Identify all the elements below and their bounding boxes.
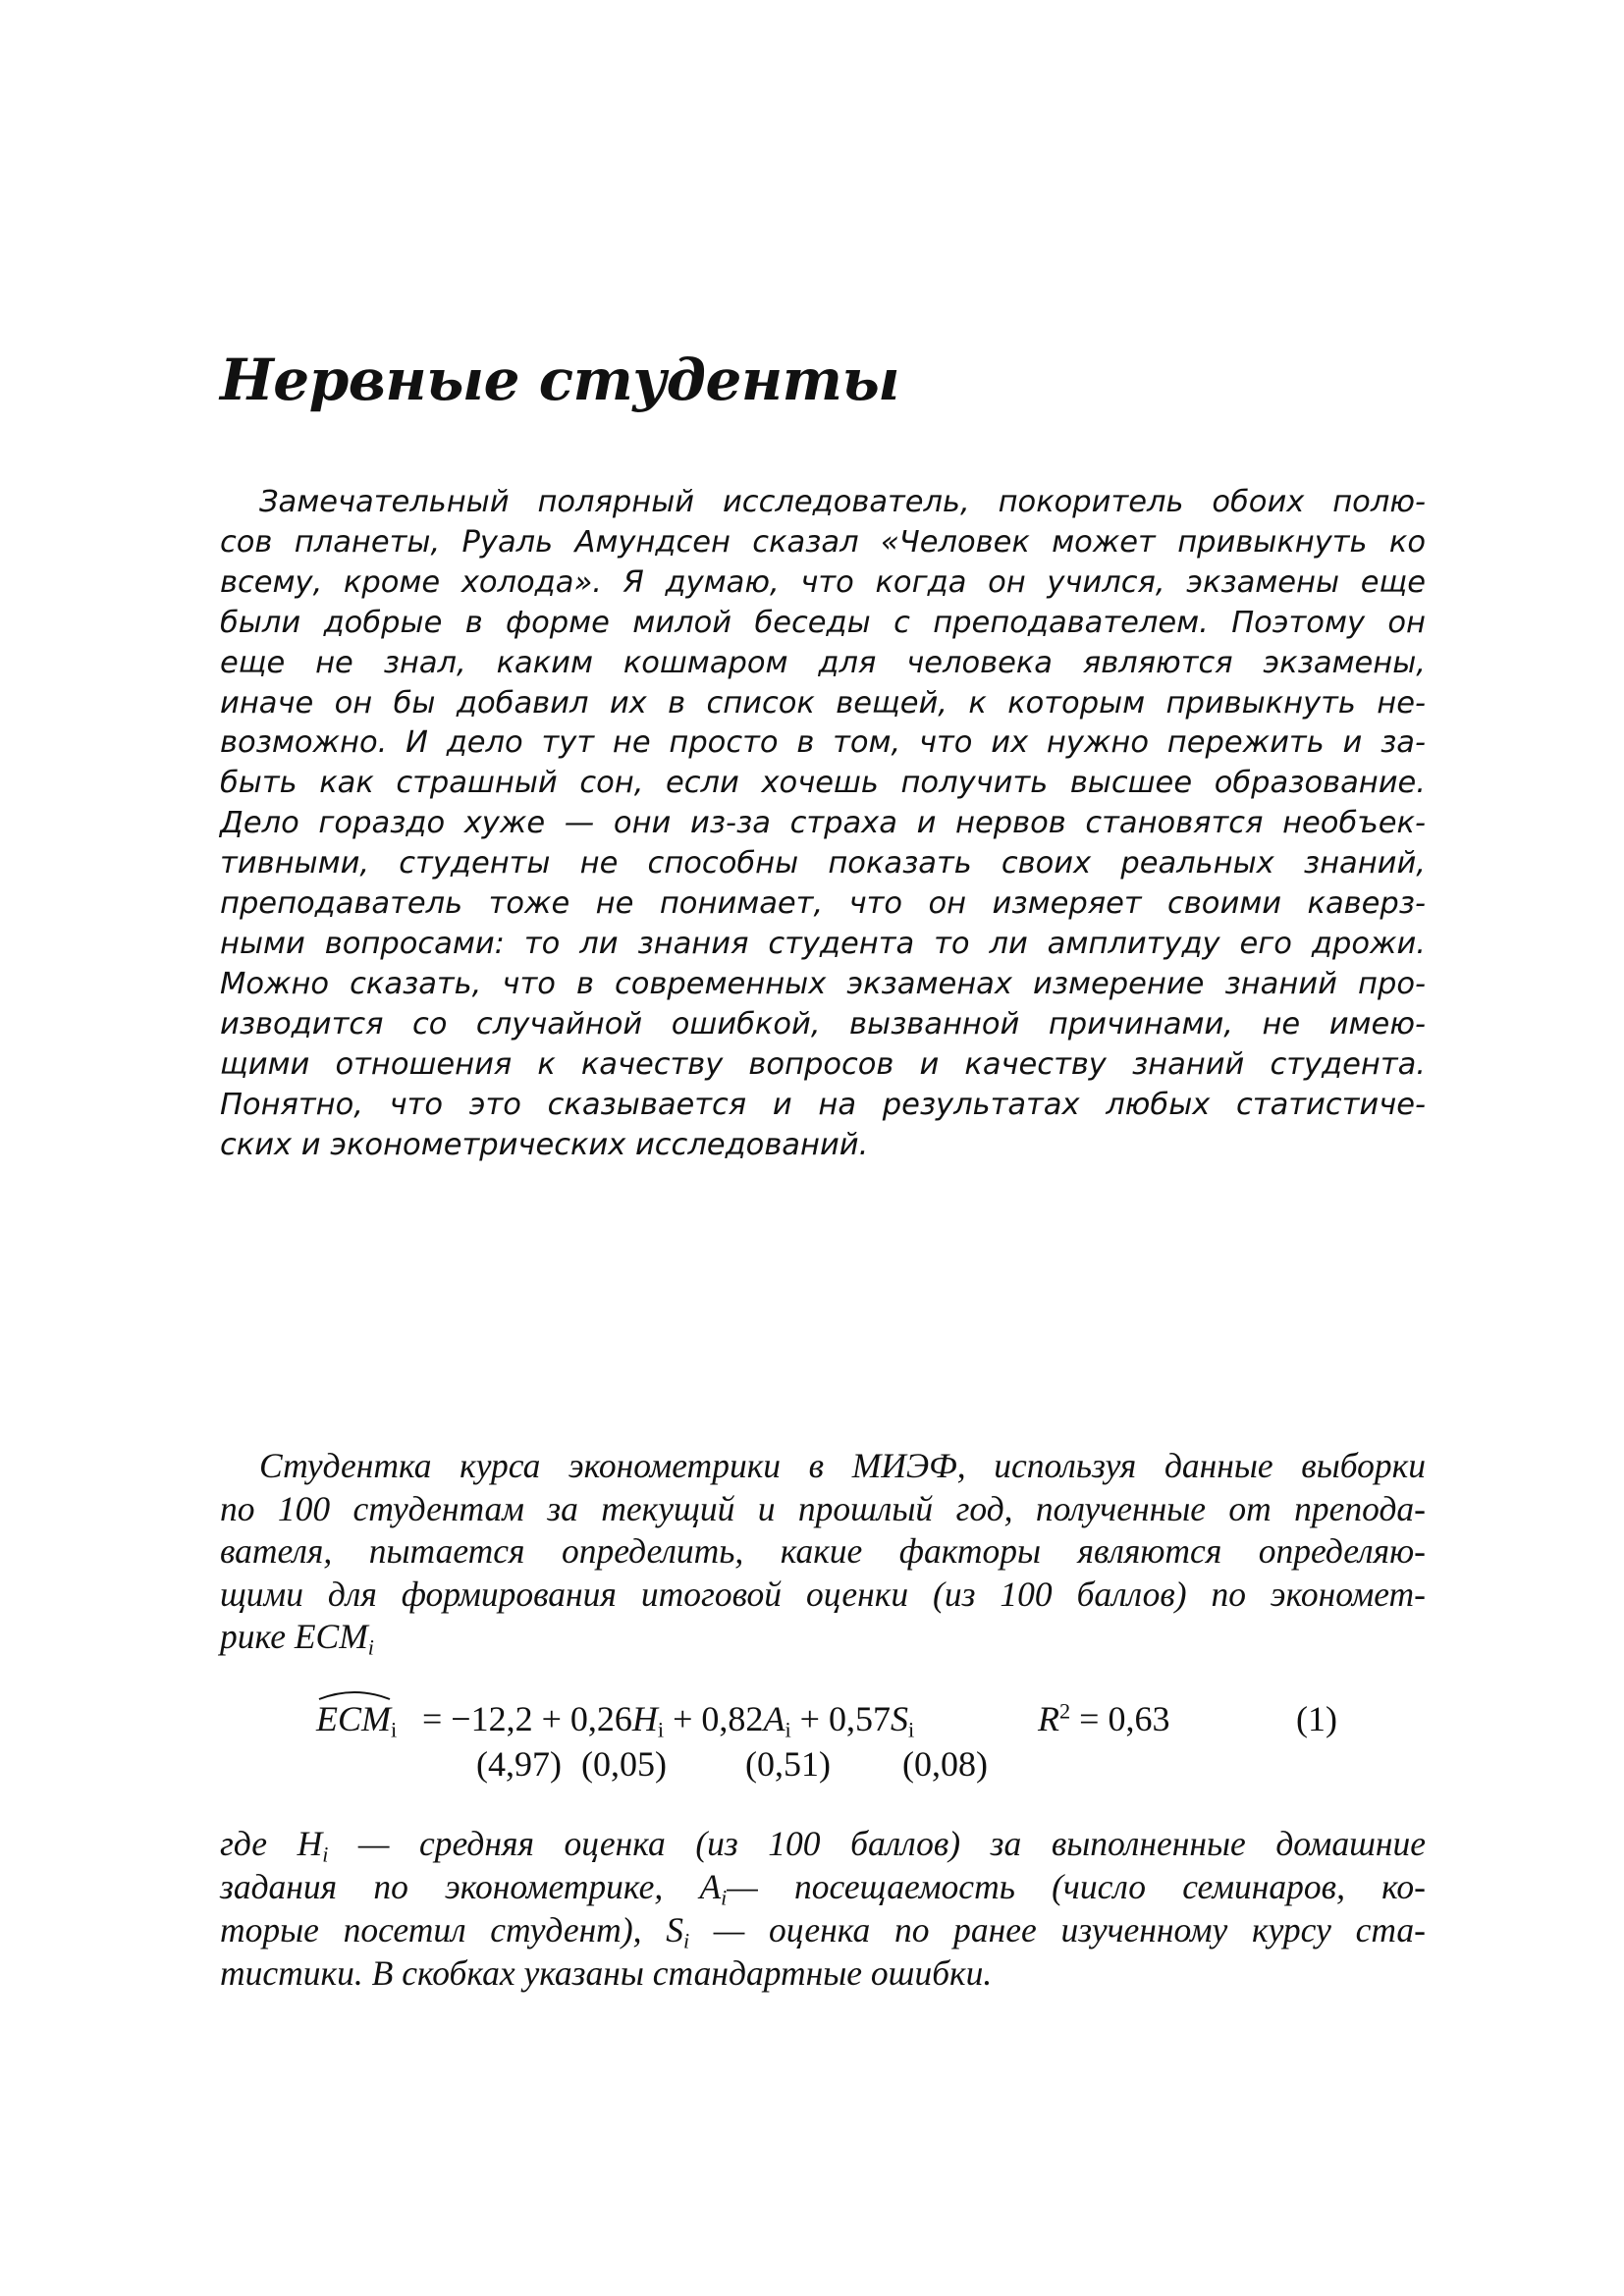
intro-line: были добрые в форме милой беседы с преподавателем. Поэтому он — [220, 605, 1426, 640]
variable-s: S — [666, 1910, 683, 1949]
intro-line: преподаватель тоже не понимает, что он измеряет своими каверз- — [220, 886, 1426, 922]
notes-line — [220, 1908, 1426, 1951]
intro-line: иначе он бы добавил их в список вещей, к которым привыкнуть не- — [220, 685, 1426, 721]
problem-line: Студентка курса эконометрики в МИЭФ, используя данные выборки — [259, 1446, 1426, 1485]
variable-ecm: ECM — [294, 1617, 368, 1656]
r-squared — [1038, 1696, 1169, 1741]
variable-h: H — [631, 1699, 658, 1738]
intro-line: Дело гораздо хуже — они из-за страха и нервов становятся необъек- — [220, 806, 1426, 841]
intro-line: ными вопросами: то ли знания студента то ли амплитуду его дрожи. — [220, 926, 1426, 961]
notes-text: — средняя оценка (из 100 баллов) за выполненные домашние — [328, 1824, 1426, 1863]
intro-line: сов планеты, Руаль Амундсен сказал «Человек может привыкнуть ко — [220, 524, 1426, 560]
variable-ecm-hat: ECM — [316, 1699, 391, 1738]
intro-line: Понятно, что это сказывается и на результатах любых статистиче- — [220, 1087, 1426, 1122]
notes-text: — оценка по ранее изученному курсу ста- — [689, 1910, 1426, 1949]
equation-term: + 0,57 — [790, 1699, 891, 1738]
variable-a: A — [699, 1867, 722, 1906]
variable-s: S — [890, 1699, 908, 1738]
problem-line: щими для формирования итоговой оценки (из 100 баллов) по экономет- — [220, 1574, 1426, 1614]
problem-line — [220, 1616, 1426, 1659]
variable-notes-paragraph — [220, 1822, 1426, 1995]
variable-r: R — [1038, 1699, 1059, 1738]
standard-error: (0,05) — [581, 1744, 667, 1784]
r-squared-value: = 0,63 — [1070, 1699, 1170, 1738]
problem-text: рике — [220, 1617, 295, 1656]
standard-errors-row — [316, 1741, 1347, 1787]
regression-equation — [316, 1696, 1347, 1787]
subscript-i: i — [785, 1717, 791, 1742]
intro-line: щими отношения к качеству вопросов и качеству знаний студента. — [220, 1046, 1426, 1082]
standard-error: (0,08) — [902, 1744, 988, 1784]
problem-line: по 100 студентам за текущий и прошлый год, полученные от препода- — [220, 1488, 1426, 1528]
notes-text: — посещаемость (число семинаров, ко- — [727, 1867, 1426, 1906]
intro-line: изводится со случайной ошибкой, вызванной причинами, не имею- — [220, 1006, 1426, 1041]
intro-line: всему, кроме холода». Я думаю, что когда он учился, экзамены еще — [220, 564, 1426, 600]
subscript-i: i — [391, 1717, 398, 1742]
equation-lhs — [316, 1696, 397, 1741]
subscript-i: i — [721, 1885, 728, 1910]
standard-error: (4,97) — [476, 1744, 562, 1784]
notes-text: где — [220, 1824, 298, 1863]
notes-line: тистики. В скобках указаны стандартные ошибки. — [220, 1953, 993, 1993]
notes-text: задания по эконометрике, — [220, 1867, 700, 1906]
intro-line: тивными, студенты не способны показать своих реальных знаний, — [220, 846, 1426, 881]
intro-line: ских и эконометрических исследований. — [220, 1127, 869, 1162]
superscript-2: 2 — [1059, 1698, 1071, 1724]
intro-line: Можно сказать, что в современных экзаменах измерение знаний про- — [220, 966, 1426, 1001]
equation-term: + 0,82 — [664, 1699, 764, 1738]
subscript-i: i — [657, 1717, 665, 1742]
notes-text: торые посетил студент), — [220, 1910, 667, 1949]
equation-term: = −12,2 + 0,26 — [422, 1699, 632, 1738]
variable-h: H — [297, 1824, 323, 1863]
epigraph-paragraph — [220, 483, 1426, 1165]
problem-line: вателя, пытается определить, какие факторы являются определяю- — [220, 1531, 1426, 1571]
subscript-i: i — [367, 1634, 374, 1660]
subscript-i: i — [682, 1928, 690, 1953]
subscript-i: i — [907, 1717, 915, 1742]
intro-line: возможно. И дело тут не просто в том, что их нужно пережить и за- — [220, 725, 1426, 761]
problem-paragraph — [220, 1445, 1426, 1659]
subscript-i: i — [322, 1842, 329, 1867]
equation-line — [316, 1696, 1347, 1741]
equation-number: (1) — [1296, 1699, 1337, 1738]
intro-line: еще не знал, каким кошмаром для человека являются экзамены, — [220, 645, 1426, 680]
hat-accent — [318, 1688, 391, 1700]
standard-error: (0,51) — [745, 1744, 831, 1784]
notes-line — [220, 1865, 1426, 1908]
intro-line: Замечательный полярный исследователь, покоритель обоих полю- — [259, 485, 1426, 519]
variable-a: A — [763, 1699, 785, 1738]
notes-line — [220, 1822, 1426, 1865]
intro-line: быть как страшный сон, если хочешь получить высшее образование. — [220, 766, 1426, 801]
equation-rhs — [422, 1696, 914, 1741]
page-title: Нервные студенты — [220, 347, 900, 413]
